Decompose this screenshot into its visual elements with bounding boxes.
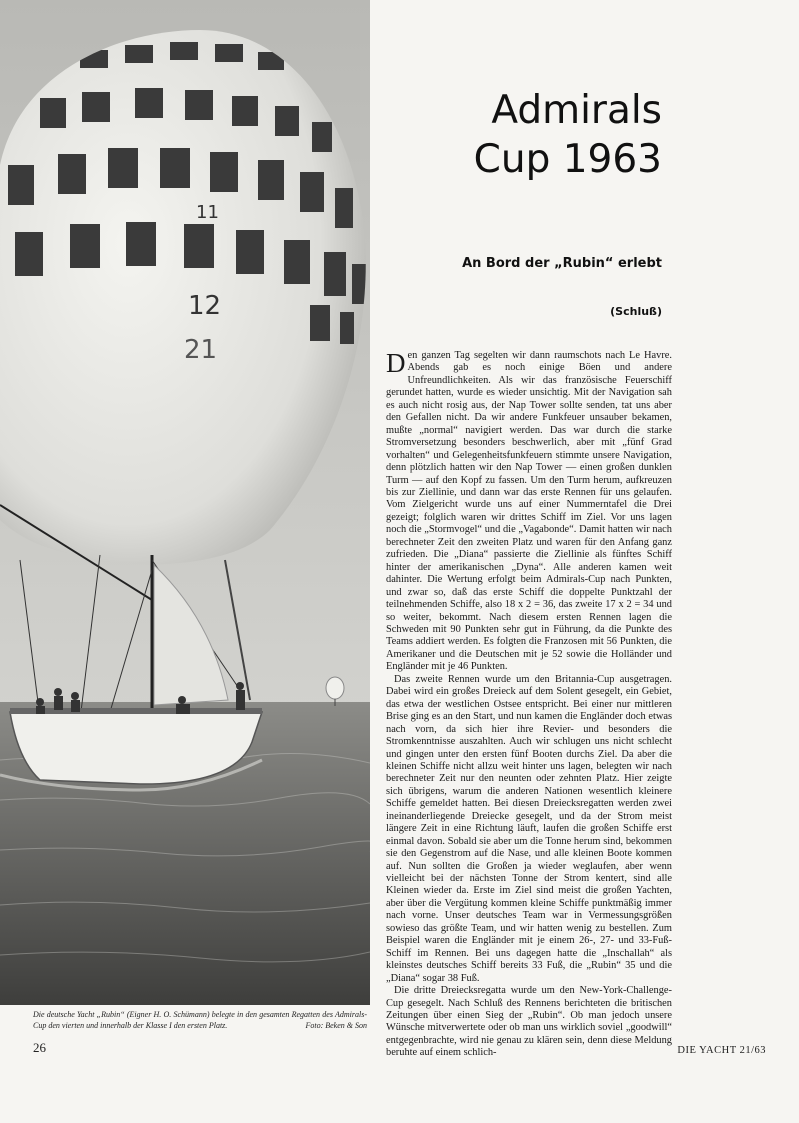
continuation-note: (Schluß) <box>610 305 662 318</box>
sail-number-bottom: 21 <box>184 335 218 365</box>
photo-caption <box>33 1009 367 1031</box>
paragraph-1-text: en ganzen Tag segelten wir dann raumschots nach Le Havre. Abends gab es noch einige Böen und andere Unfreundlichkeiten. Als wir das französische Feuerschiff gerundet hatten, wurde es wieder unsichtig. Mit der Navigation sah es auch nicht rosig aus, der Nap Tower sollte senden, tat uns aber den Gefallen nicht. Da wir andere Funkfeuer unsauber bekamen, mußte „normal“ navigiert werden. Das war durch die starke Stromversetzung besonders beschwerlich, aber mit „fünf Grad vorhalten“ und Gelegenheitsfunkfeuern stimmte unsere Navigation, denn plötzlich hatten wir den Nap Tower — einen großen dunklen Turm — auf den Kopf zu fassen. Um den Turm herum, aufkreuzen bis zur Ziellinie, und dann war das erste Rennen für uns gelaufen. Vom Zielgericht wurde uns auf einer Nummerntafel die Drei gezeigt; folglich waren wir drittes Schiff im Ziel. Vor uns lagen noch die „Stormvogel“ und die „Vagabonde“. Damit hatten wir nach berechneter Zeit den zweiten Platz und waren für den Anfang ganz zufrieden. Die „Diana“ passierte die Ziellinie als fünftes Schiff hinter der amerikanischen „Dyna“. Alle anderen kamen weit dahinter. Die Wertung erfolgt beim Admirals-Cup nach Punkten, und zwar so, daß das erste Schiff die doppelte Punktzahl der teilnehmenden Schiffe, also 18 x 2 = 36, das zweite 17 x 2 = 34 und so weiter, bekommt. Nach diesem ersten Rennen lagen die Schweden mit 90 Punkten sehr gut in Führung, da die Punkte des Teams addiert werden. Es folgten die Franzosen mit 56 Punkten, die Amerikaner und die Deutschen mit je 52 sowie die Holländer und Engländer mit je 46 Punkten. <box>386 350 672 673</box>
title-line-2: Cup 1963 <box>473 137 662 182</box>
photo-credit: Foto: Beken & Son <box>305 1021 367 1030</box>
drop-cap: D <box>386 348 406 378</box>
paragraph-3: Die dritte Dreiecksregatta wurde um den New-York-Challenge-Cup gesegelt. Nach Schluß des Rennens berichteten die britischen Zeitungen über einen Sieg der „Rubin“. Ob man jedoch unsere Wünsche mitverwertete oder ob man uns wirklich soviel „goodwill“ entgegenbrachte, wird nie genau zu klären sein, denn diese Meldung beruhte auf einem schlich- <box>386 985 672 1059</box>
article-title <box>400 86 662 184</box>
sail-number-top: 11 <box>196 202 219 223</box>
paragraph-1 <box>386 350 672 674</box>
article-subtitle: An Bord der „Rubin“ erlebt <box>462 256 662 271</box>
title-line-1: Admirals <box>491 88 662 133</box>
yacht-photo <box>0 0 370 1005</box>
sail-number-middle: 12 <box>188 291 222 321</box>
article-body <box>386 350 672 1060</box>
page-number: 26 <box>33 1040 46 1055</box>
paragraph-2: Das zweite Rennen wurde um den Britannia-Cup ausgetragen. Dabei wird ein großes Dreieck auf dem Solent gesegelt, ein Gebiet, das etwa der westlichen Ostsee entspricht. Bei einer nur mittleren Brise ging es an den Start, und nun kamen die Engländer doch etwas nach vorn, da sich hier ihre Revier- und besonders die Stromkenntnisse auszahlten. Auch wir schlugen uns nicht schlecht und gingen unter den ersten fünf Booten durchs Ziel. Da aber die kleinen Schiffe nicht allzu weit hinter uns lagen, belegten wir nach berechneter Zeit nur den neunten oder zehnten Platz. Hier zeigte sich übrigens, warum die anderen Nationen wesentlich kleinere Schiffe gemeldet hatten. Bei diesen Dreiecksregatten werden zwei ineinanderliegende Dreiecke gesegelt, und da der Strom meist längere Zeit in eine Richtung läuft, laufen die großen Schiffe erst einmal davon. Sobald sie aber um die Tonne herum sind, bekommen sie den Gegenstrom auf die Nase, und alle kleinen Boote kommen auf. Nun sollten die Großen ja wieder weglaufen, aber wenn vielleicht bei der nächsten Tonne der Strom kentert, sind alle Kleinen wieder da. Erste im Ziel sind meist die großen Yachten, aber über die Vergütung kommen kleine Schiffe punktmäßig immer nach vorne. Unser deutsches Team war in Vermessungsgrößen sowieso das größte Team, und wir hatten wenig zu bestellen. Zum Beispiel waren die Engländer mit je einem 26-, 27- und 33-Fuß-Schiff im Rennen. Bei uns dagegen hatte die „Inschallah“ als kleinstes deutsches Schiff bereits 33 Fuß, die „Rubin“ 35 und die „Diana“ sogar 38 Fuß. <box>386 673 672 984</box>
caption-text: Die deutsche Yacht „Rubin“ (Eigner H. O. Schümann) belegte in den gesamten Regatten des Admirals-Cup den vierten und innerhalb der Klasse I den ersten Platz. <box>33 1010 367 1030</box>
magazine-footer: DIE YACHT 21/63 <box>677 1045 766 1056</box>
